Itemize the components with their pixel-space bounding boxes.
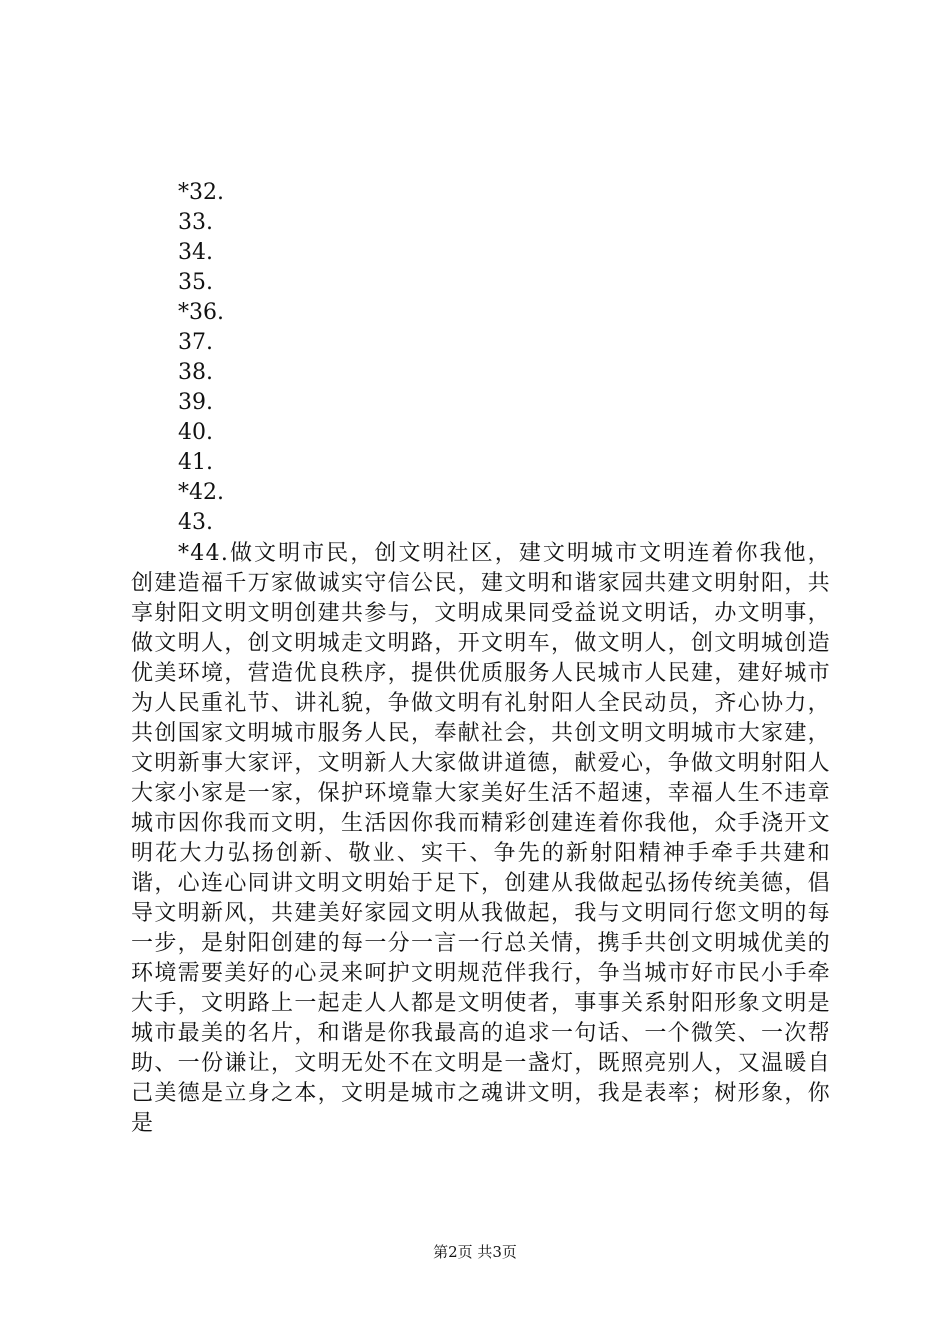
list-item: 43. [178,510,213,535]
list-item: 37. [178,330,213,355]
page-number-label: 第2页 共3页 [433,1243,517,1261]
list-item: *36. [178,300,224,325]
list-item: *42. [178,480,224,505]
paragraph-label: *44. [178,541,230,566]
list-item: 34. [178,240,213,265]
list-item: 38. [178,360,213,385]
list-item: 41. [178,450,213,475]
numbered-list [178,178,224,538]
list-item: 40. [178,420,213,445]
list-item: 35. [178,270,213,295]
list-item: *32. [178,180,224,205]
list-item: 39. [178,390,213,415]
slogan-paragraph [131,539,831,1139]
page-footer [0,1242,950,1262]
paragraph-text: 做文明市民，创文明社区，建文明城市文明连着你我他，创建造福千万家做诚实守信公民，建文明和谐家园共建文明射阳，共享射阳文明文明创建共参与，文明成果同受益说文明话，办文明事，做文明人，创文明城走文明路，开文明车，做文明人，创文明城创造优美环境，营造优良秩序，提供优质服务人民城市人民建，建好城市为人民重礼节、讲礼貌，争做文明有礼射阳人全民动员，齐心协力，共创国家文明城市服务人民，奉献社会，共创文明文明城市大家建，文明新事大家评，文明新人大家做讲道德，献爱心，争做文明射阳人大家小家是一家，保护环境靠大家美好生活不超速，幸福人生不违章城市因你我而文明，生活因你我而精彩创建连着你我他，众手浇开文明花大力弘扬创新、敬业、实干、争先的新射阳精神手牵手共建和谐，心连心同讲文明文明始于足下，创建从我做起弘扬传统美德，倡导文明新风，共建美好家园文明从我做起，我与文明同行您文明的每一步，是射阳创建的每一分一言一行总关情，携手共创文明城优美的环境需要美好的心灵来呵护文明规范伴我行，争当城市好市民小手牵大手，文明路上一起走人人都是文明使者，事事关系射阳形象文明是城市最美的名片，和谐是你我最高的追求一句话、一个微笑、一次帮助、一份谦让，文明无处不在文明是一盏灯，既照亮别人，又温暖自己美德是立身之本，文明是城市之魂讲文明，我是表率；树形象，你是 [131,541,831,1136]
list-item: 33. [178,210,213,235]
